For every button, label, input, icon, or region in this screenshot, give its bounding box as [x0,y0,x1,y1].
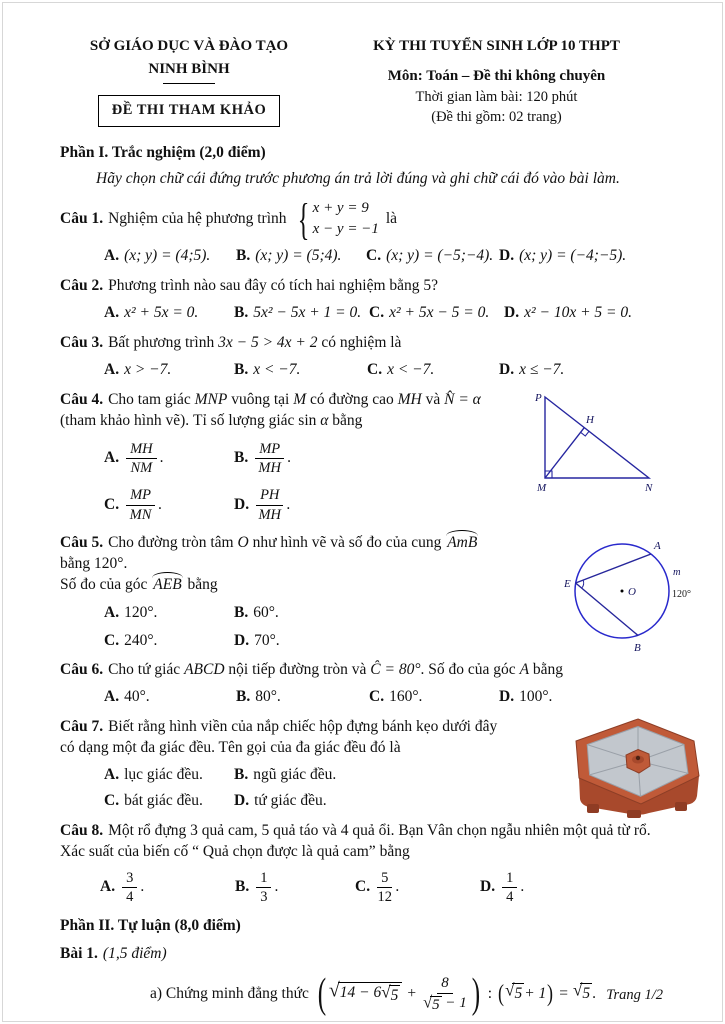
option-text: x < −7. [387,361,435,379]
option-letter: D. [234,631,250,649]
question-7-text: Biết rằng hình viền của nắp chiếc hộp đựng bánh kẹo dưới đây có dạng một đa giác đều. Tên gọi của đa giác đều đó là [60,718,498,757]
answer-option [234,360,367,381]
answer-option [369,687,499,708]
question-6 [60,660,667,708]
answer-option [104,246,236,267]
option-letter: C. [104,495,120,513]
text: bằng 120°. [60,554,128,572]
square-root [423,992,442,1014]
square-root [573,980,592,1005]
header-left [60,36,318,128]
radical-sign: √ [381,982,391,1002]
option-letter: B. [234,449,249,467]
question-1-text: Nghiệm của hệ phương trình [108,210,287,227]
option-text: x² + 5x − 5 = 0. [389,304,490,322]
numerator: 5 [377,870,392,888]
radicand-text: 5 [512,983,524,1005]
province-name: NINH BÌNH [148,61,230,78]
vertex-label-n: N [645,482,653,495]
radical-sign: √ [328,979,340,1002]
header [60,36,667,128]
exercise-1 [60,944,667,965]
answer-option [100,869,235,906]
fraction [377,870,392,905]
text: nội tiếp đường tròn và [224,661,371,679]
question-6-text: Cho tứ giác [108,661,185,679]
fraction [423,975,467,1014]
option-letter: A. [104,304,120,322]
question-2-options [104,303,667,324]
option-letter: A. [104,449,120,467]
text: + 1 [524,984,547,1002]
numerator: MP [126,487,155,505]
option-letter: C. [104,631,120,649]
option-text: 240°. [124,631,158,649]
exam-type-box: ĐỀ THI THAM KHẢO [98,95,281,127]
radicand-text: 5 [432,996,440,1013]
numerator: MP [255,441,284,459]
math-var: M [293,391,307,409]
option-letter: D. [504,304,520,322]
question-3-text: Bất phương trình [108,334,219,352]
question-5-label: Câu 5. [60,533,104,551]
point-label-b: B [634,641,641,654]
denominator-text: − 1 [441,994,467,1011]
answer-option [234,303,369,324]
answer-option [104,486,234,523]
square-root [505,980,524,1005]
radical-sign: √ [505,980,515,1000]
question-3 [60,333,667,381]
denominator: 12 [377,889,392,906]
denominator: 3 [260,889,268,906]
question-3-options [104,360,667,381]
option-text: (x; y) = (−5;−4). [386,247,494,265]
radicand-text: 5 [389,985,401,1007]
answer-option [104,440,234,477]
option-letter: D. [499,247,515,265]
answer-option [104,603,234,624]
division-colon: : [487,984,493,1002]
text: như hình vẽ và số đo của cung [248,533,446,551]
answer-option [104,765,234,786]
answer-option [480,869,524,906]
answer-option [235,869,355,906]
math-var: N̂ = α [444,391,481,409]
fraction [255,441,284,476]
part2-title: Phần II. Tự luận (8,0 điểm) [60,917,241,935]
option-letter: C. [367,361,383,379]
option-text: (x; y) = (4;5). [124,247,211,265]
option-text: 80°. [255,688,281,706]
option-letter: C. [104,792,120,810]
option-text: x > −7. [124,361,172,379]
option-text: 160°. [389,688,423,706]
question-3-text-end: có nghiệm là [317,334,402,352]
option-letter: A. [104,688,120,706]
period: . [520,878,525,896]
denominator: MH [258,460,281,477]
question-6-options [104,687,667,708]
radicand-text: 14 − 6 [339,983,382,1001]
exam-title: KỲ THI TUYỂN SINH LỚP 10 THPT [373,38,620,54]
answer-option [499,246,626,267]
question-8-options [100,869,667,906]
option-letter: D. [499,361,515,379]
option-text: 120°. [124,603,158,621]
answer-option [104,360,234,381]
question-6-label: Câu 6. [60,661,104,679]
open-paren: ( [317,971,327,1018]
exercise-1-points: (1,5 điểm) [102,945,167,963]
question-4-options [104,440,291,524]
denominator [423,994,467,1014]
department-name: SỞ GIÁO DỤC VÀ ĐÀO TẠO [89,38,289,54]
question-1-suffix: là [385,210,398,227]
option-letter: B. [234,304,249,322]
duration-line: Thời gian làm bài: 120 phút [415,88,578,105]
math-var: ABCD [184,661,225,679]
question-8 [60,821,667,906]
answer-option [104,687,236,708]
option-text: lục giác đều. [124,766,203,784]
open-paren: ( [498,980,505,1007]
option-text: x² + 5x = 0. [124,304,199,322]
answer-option [236,246,366,267]
text: vuông tại [227,391,294,409]
text: . Số đo của góc [420,661,520,679]
option-text: (x; y) = (−4;−5). [519,247,627,265]
option-letter: B. [236,247,251,265]
answer-option [104,791,234,812]
option-text: bát giác đều. [124,792,203,810]
question-2 [60,276,667,324]
fraction [126,487,155,522]
answer-option [355,869,480,906]
option-letter: B. [234,766,249,784]
circle-figure [564,529,709,657]
answer-option [234,603,280,624]
center-label-o: O [628,585,636,598]
text: bằng [183,575,218,593]
close-paren: ) [547,980,554,1007]
option-letter: B. [236,688,251,706]
inner-square-root [381,982,400,1007]
period: . [286,495,291,513]
answer-option [234,765,336,786]
option-letter: B. [234,603,249,621]
option-text: x < −7. [253,361,301,379]
question-5 [60,533,691,654]
text: bằng [328,412,363,429]
text: (tham khảo hình vẽ). Tỉ số lượng giác sin [60,412,321,429]
option-letter: A. [104,361,120,379]
period: . [592,984,597,1002]
text: bằng [529,661,564,679]
arc-label-m: m [673,566,681,578]
question-1 [60,194,667,267]
fraction [126,441,157,476]
fraction [502,870,517,905]
question-1-label: Câu 1. [60,210,104,227]
equation-2: x − y = −1 [312,221,379,238]
arc-notation: AmB [445,533,479,554]
math-var: MNP [194,391,228,409]
answer-option [234,440,291,477]
answer-option [499,360,564,381]
period: . [274,878,279,896]
vertex-label-p: P [535,392,542,405]
option-text: 40°. [124,688,150,706]
question-8-text: Một rổ đựng 3 quả cam, 5 quả táo và 4 quả ổi. Bạn Vân chọn ngẫu nhiên một quả từ rổ. Xác suất của biến cố “ Quả chọn được là quả cam” bằng [60,822,651,860]
part1-instruction: Hãy chọn chữ cái đứng trước phương án trả lời đúng và ghi chữ cái đó vào bài làm. [96,169,620,187]
question-7-options [104,765,336,812]
radicand-text: 5 [580,983,592,1005]
point-label-e: E [564,577,571,590]
math-var: O [237,533,249,551]
denominator: NM [130,460,153,477]
answer-option [504,303,632,324]
option-letter: D. [499,688,515,706]
option-text: ngũ giác đều. [253,766,337,784]
period: . [287,449,292,467]
part1-title: Phần I. Trắc nghiệm (2,0 điểm) [60,143,266,161]
period: . [158,495,162,513]
option-text: x ≤ −7. [519,361,565,379]
option-letter: D. [234,792,250,810]
answer-option [234,791,336,812]
numerator: PH [256,487,283,505]
option-letter: C. [369,304,385,322]
denominator: MN [129,506,152,523]
answer-option [369,303,504,324]
answer-option [366,246,499,267]
period: . [395,878,400,896]
text: có đường cao [306,391,398,409]
answer-option [104,303,234,324]
triangle-figure [525,388,662,494]
option-letter: A. [100,878,116,896]
period: . [140,878,145,896]
option-letter: C. [355,878,371,896]
vertex-label-h: H [586,414,594,427]
numerator: 1 [502,870,517,888]
question-1-options [104,246,667,267]
arc-measure-label: 120° [672,588,691,600]
option-letter: A. [104,766,120,784]
header-right [318,36,667,128]
numerator: MH [126,441,157,459]
option-text: x² − 10x + 5 = 0. [524,304,632,322]
arc-notation: AEB [151,575,183,596]
denominator: MH [258,506,282,523]
fraction [256,870,271,905]
radical-sign: √ [423,992,433,1012]
option-text: tứ giác đều. [254,792,327,810]
inline-math: 3x − 5 > 4x + 2 [218,334,318,352]
text: và [421,391,445,409]
question-4-text: Cho tam giác [108,391,195,409]
question-2-label: Câu 2. [60,277,104,295]
brace-symbol: { [297,194,309,244]
math-var: α [320,412,329,429]
page-number: Trang 1/2 [606,987,663,1003]
option-letter: B. [234,361,249,379]
answer-option [234,631,280,652]
option-letter: A. [104,247,120,265]
question-8-label: Câu 8. [60,822,104,839]
exercise-1-label: Bài 1. [60,945,98,963]
math-var: MH [397,391,422,409]
option-letter: C. [366,247,382,265]
question-7-label: Câu 7. [60,718,104,736]
numerator: 1 [256,870,271,888]
option-letter: C. [369,688,385,706]
radical-sign: √ [573,980,583,1000]
question-4 [60,390,667,524]
question-5-options [104,603,280,652]
point-label-a: A [654,539,661,552]
radicand [338,982,403,1007]
option-text: 5x² − 5x + 1 = 0. [253,304,362,322]
math-var: A [519,661,530,679]
option-letter: D. [480,878,496,896]
answer-option [236,687,369,708]
option-text: 100°. [519,688,553,706]
answer-option [234,486,291,523]
question-3-label: Câu 3. [60,334,104,352]
plus-sign: + [407,984,417,1002]
question-4-label: Câu 4. [60,391,104,409]
option-letter: A. [104,603,120,621]
denominator: 4 [126,889,134,906]
equation-system [293,194,379,244]
option-letter: D. [234,495,250,513]
answer-option [499,687,552,708]
candy-box-figure [567,715,713,818]
question-5-text: Cho đường tròn tâm [108,533,238,551]
option-text: (x; y) = (5;4). [255,247,342,265]
close-paren: ) [471,971,480,1018]
option-letter: B. [235,878,250,896]
answer-option [367,360,499,381]
fraction [256,487,283,522]
question-2-text: Phương trình nào sau đây có tích hai nghiệm bằng 5? [108,277,439,295]
denominator: 4 [506,889,514,906]
numerator: 3 [122,870,137,888]
period: . [159,449,164,467]
equation-1: x + y = 9 [312,200,369,217]
vertex-label-m: M [537,482,547,495]
fraction [122,870,137,905]
pages-note: (Đề thi gồm: 02 trang) [431,109,562,126]
exercise-1a-text: a) Chứng minh đẳng thức [150,984,309,1002]
option-text: 60°. [253,603,279,621]
square-root [328,979,402,1007]
option-text: 70°. [254,631,280,649]
equals-sign: = [559,984,569,1002]
answer-option [104,631,234,652]
exercise-1a [150,971,667,1018]
subject-line: Môn: Toán – Đề thi không chuyên [387,68,606,85]
divider-rule [163,83,215,85]
numerator: 8 [437,975,453,994]
question-7 [60,717,667,812]
math-var: Ĉ = 80° [370,661,421,679]
text: Số đo của góc [60,575,152,593]
